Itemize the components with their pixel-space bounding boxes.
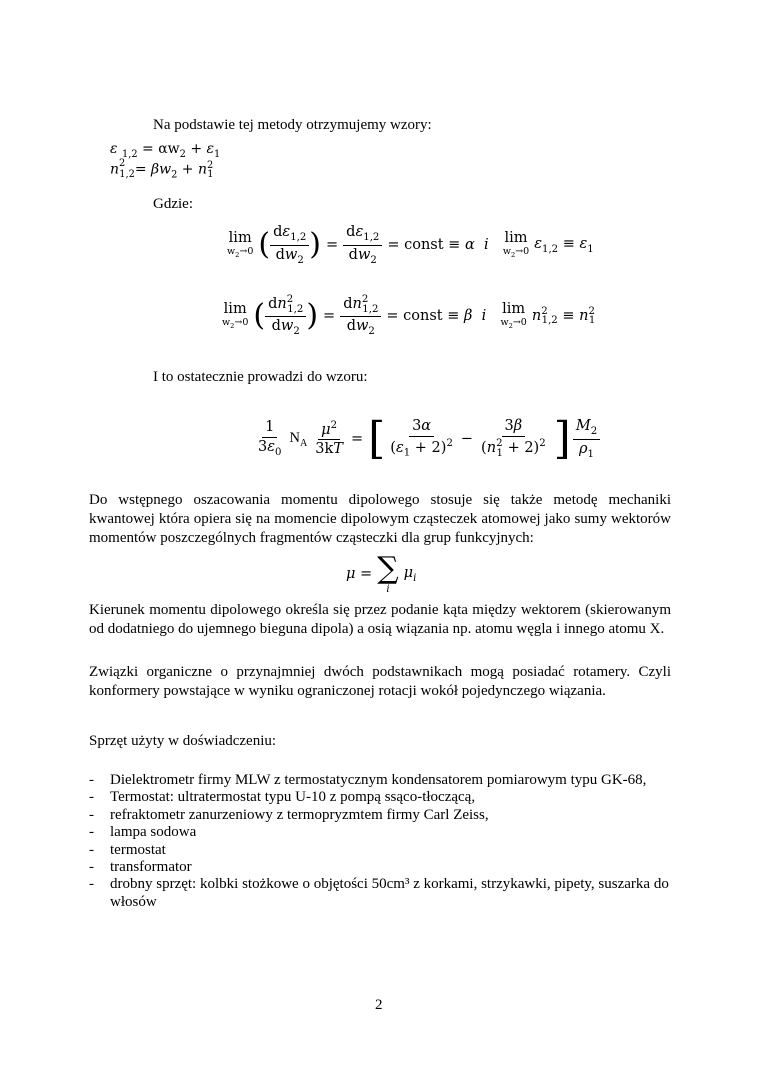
formula-refractive: $n^2_{1,2}= \beta w_2 + n^2_1$ xyxy=(110,158,214,181)
limit-equation-2: lim $w_2\to 0$ ( $\frac{dn^2_{1,2}}{dw_2}$ ) = $\frac{dn^2_{1,2}}{dw_2}$ = const ≡ β i lim $w_2\to 0$ $n^2_{1,2} \equiv n^2_1$ xyxy=(222,294,596,338)
list-item: - drobny sprzęt: kolbki stożkowe o objętości 50cm³ z korkami, strzykawki, pipety, suszarka do włosów xyxy=(89,876,669,910)
page-number: 2 xyxy=(375,997,383,1013)
equipment-heading: Sprzęt użyty w doświadczeniu: xyxy=(89,733,277,749)
paragraph-rotamers: Związki organiczne o przynajmniej dwóch podstawnikach mogą posiadać rotamery. Czyli konformery powstające w wyniku ograniczonej rotacji wokół pojedynczego wiązania. xyxy=(89,664,671,699)
equipment-list xyxy=(89,772,695,911)
sum-formula: μ = ∑ i $\mu_i$ xyxy=(346,550,417,595)
list-item: - termostat xyxy=(89,841,166,858)
list-item: - Dielektrometr firmy MLW z termostatycznym kondensatorem pomiarowym typu GK-68, xyxy=(89,772,647,788)
paragraph-dipole-direction: Kierunek momentu dipolowego określa się przez podanie kąta między wektorem (skierowanym od dodatniego do ujemnego bieguna dipola) a osią wiązania np. atomu węgla i innego atomu X. xyxy=(89,602,671,637)
main-formula: $\frac{1}{3\varepsilon_0}$ $N_A$ $\frac{\mu^2}{3kT}$ = [ $\frac{3\alpha}{(\varepsilon_1 + 2)^2}$ − $\frac{3\beta}{(n^2_1 + 2)^2}$ ] $\frac{M_2}{\rho_1}$ xyxy=(255,414,605,464)
limit-equation-1: lim $w_2\to 0$ ( $\frac{d\varepsilon_{1,2}}{dw_2}$ ) = $\frac{d\varepsilon_{1,2}}{dw_2}$ = const ≡ α i lim $w_2\to 0$ $\varepsilon_{1,2} \equiv \varepsilon_1$ xyxy=(227,223,594,266)
list-item: - refraktometr zanurzeniowy z termopryzmtem firmy Carl Zeiss, xyxy=(89,806,489,823)
where-label: Gdzie: xyxy=(153,196,193,212)
paragraph-quantum-method: Do wstępnego oszacowania momentu dipolowego stosuje się także metodę mechaniki kwantowej która opiera się na momencie dipolowym cząsteczek atomowej jako sumy wektorów momentów poszczególnych fragmentów cząsteczki dla grup funkcyjnych: xyxy=(89,492,671,546)
formula-epsilon: ε $_{1,2} = \alpha w_2 + \varepsilon_1$ xyxy=(110,141,221,160)
list-item: - Termostat: ultratermostat typu U-10 z pompą ssąco-tłoczącą, xyxy=(89,789,476,806)
leads-to-sentence: I to ostatecznie prowadzi do wzoru: xyxy=(153,369,368,385)
list-item: - lampa sodowa xyxy=(89,824,197,841)
intro-sentence: Na podstawie tej metody otrzymujemy wzory: xyxy=(153,117,432,133)
list-item: - transformator xyxy=(89,859,192,876)
